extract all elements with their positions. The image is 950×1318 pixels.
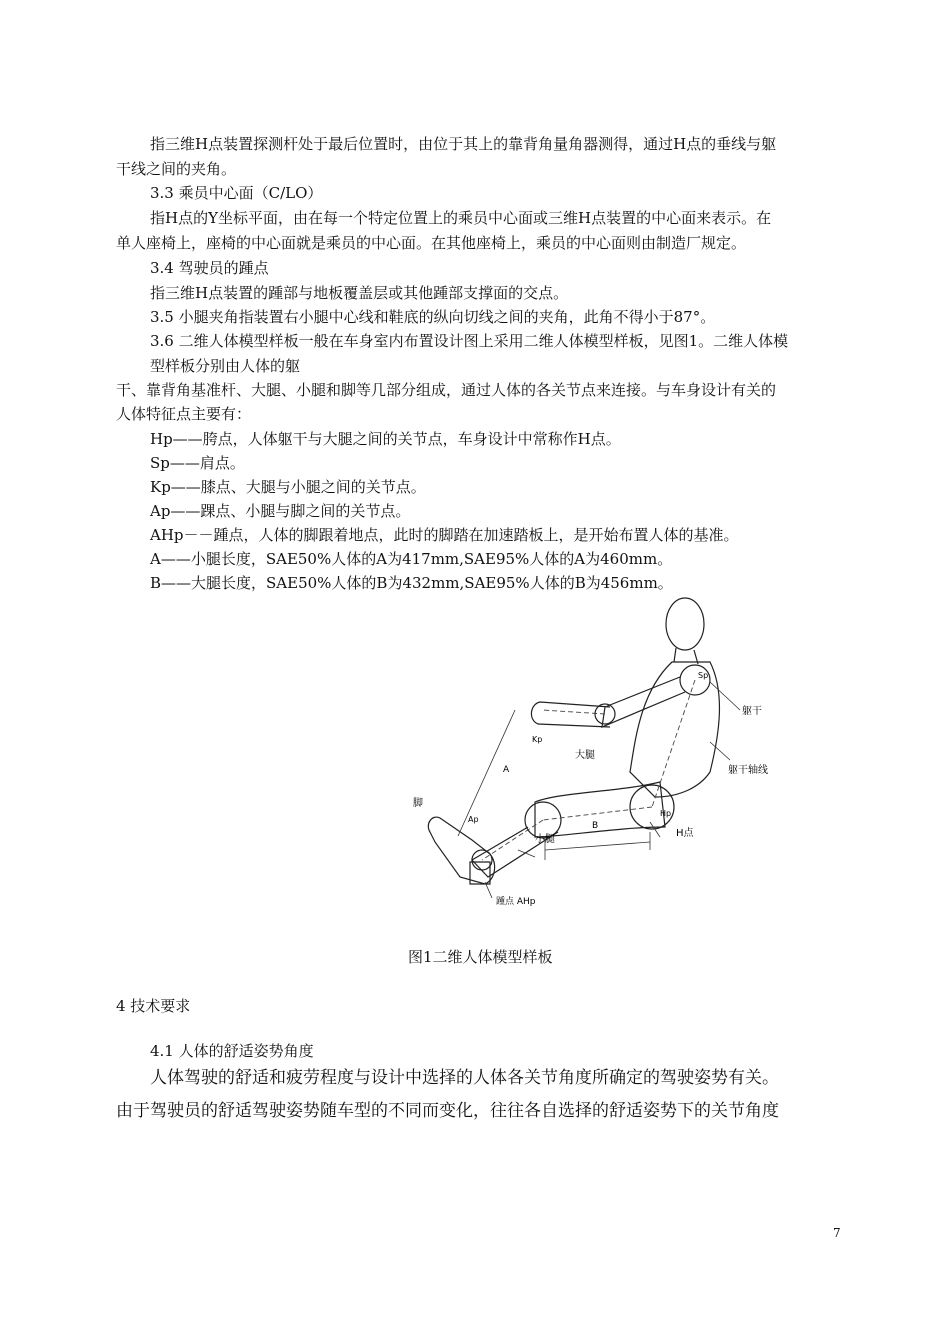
definition-a: A——小腿长度，SAE50%人体的A为417mm,SAE95%人体的A为460mm。 — [150, 550, 673, 568]
label-b: B — [592, 821, 599, 831]
label-ap: Ap — [468, 815, 479, 824]
paragraph-line: 由于驾驶员的舒适驾驶姿势随车型的不同而变化，往往各自选择的舒适姿势下的关节角度 — [116, 1101, 779, 1121]
label-torso: 躯干 — [742, 706, 762, 717]
label-a: A — [503, 765, 510, 775]
paragraph-line: 人体特征点主要有： — [116, 405, 252, 423]
label-kp: Kp — [532, 735, 543, 744]
definition-ap: Ap——踝点、小腿与脚之间的关节点。 — [150, 502, 411, 520]
paragraph-line: 3.5 小腿夹角指装置右小腿中心线和鞋底的纵向切线之间的夹角，此角不得小于87°。 — [150, 308, 716, 326]
paragraph-line: 干、靠背角基准杆、大腿、小腿和脚等几部分组成，通过人体的各关节点来连接。与车身设计有关的 — [116, 381, 777, 399]
label-sp: Sp — [698, 671, 709, 680]
paragraph-line: 人体驾驶的舒适和疲劳程度与设计中选择的人体各关节角度所确定的驾驶姿势有关。 — [150, 1068, 779, 1088]
paragraph-line: 指H点的Y坐标平面，由在每一个特定位置上的乘员中心面或三维H点装置的中心面来表示。在 — [150, 209, 772, 227]
label-thigh: 大腿 — [575, 750, 595, 761]
human-template-figure — [410, 592, 790, 912]
label-heel: 踵点 AHp — [496, 897, 536, 907]
subsection-heading: 4.1 人体的舒适姿势角度 — [150, 1042, 314, 1060]
head-outline — [666, 598, 704, 650]
definition-sp: Sp——肩点。 — [150, 454, 245, 472]
definition-kp: Kp——膝点、大腿与小腿之间的关节点。 — [150, 478, 426, 496]
paragraph-line: 干线之间的夹角。 — [116, 160, 237, 178]
paragraph-line: 3.6 二维人体模型样板一般在车身室内布置设计图上采用二维人体模型样板，见图1。二维人体模 — [150, 332, 789, 350]
thigh-outline — [535, 782, 665, 837]
definition-b: B——大腿长度，SAE50%人体的B为432mm,SAE95%人体的B为456mm。 — [150, 574, 673, 592]
label-h-point: H点 — [676, 828, 694, 839]
paragraph-line: 指三维H点装置探测杆处于最后位置时，由位于其上的靠背角量角器测得，通过H点的垂线与躯 — [150, 135, 777, 153]
definition-ahp: AHp－－踵点，人体的脚跟着地点，此时的脚踏在加速踏板上，是开始布置人体的基准。 — [150, 526, 739, 544]
label-torso-axis: 躯干轴线 — [728, 765, 768, 776]
paragraph-line: 单人座椅上，座椅的中心面就是乘员的中心面。在其他座椅上，乘员的中心面则由制造厂规定。 — [116, 234, 747, 252]
torso-outline — [630, 662, 719, 797]
section-heading: 3.3 乘员中心面（C/LO） — [150, 184, 323, 202]
page-number: 7 — [833, 1226, 841, 1240]
paragraph-line: 指三维H点装置的踵部与地板覆盖层或其他踵部支撑面的交点。 — [150, 284, 569, 302]
section-heading: 3.4 驾驶员的踵点 — [150, 259, 269, 277]
label-shank: 小腿 — [535, 834, 555, 845]
section-heading: 4 技术要求 — [116, 997, 191, 1015]
definition-hp: Hp——胯点，人体躯干与大腿之间的关节点，车身设计中常称作H点。 — [150, 430, 621, 448]
label-hp: Hp — [660, 809, 672, 818]
paragraph-line: 型样板分别由人体的躯 — [150, 357, 301, 375]
figure-caption: 图1二维人体模型样板 — [408, 948, 553, 966]
label-foot: 脚 — [413, 798, 423, 809]
